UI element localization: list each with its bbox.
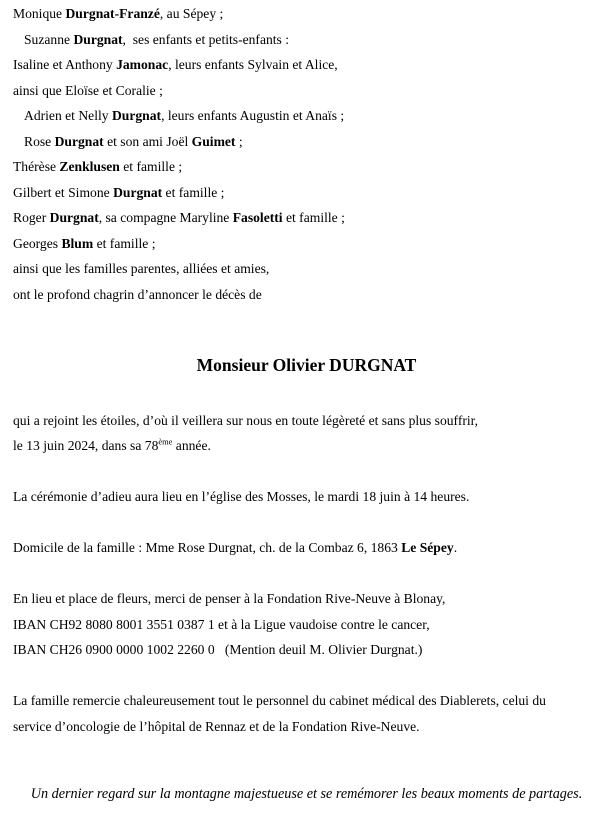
- body-text: ainsi que Eloïse et Coralie ;: [13, 82, 163, 98]
- bold-name-text: Durgnat-Franzé: [65, 6, 160, 21]
- document-line: [13, 1, 608, 27]
- body-text: IBAN CH92 8080 8001 3551 0387 1 et à la Ligue vaudoise contre le cancer,: [13, 616, 430, 632]
- superscript-text: ème: [158, 436, 173, 447]
- body-text: En lieu et place de fleurs, merci de penser à la Fondation Rive-Neuve à Blonay,: [13, 591, 446, 606]
- body-text: et son ami Joël: [103, 133, 192, 149]
- body-text: le 13 juin 2024, dans sa 78: [13, 438, 159, 453]
- document-line: [13, 282, 608, 308]
- document-line: [13, 205, 608, 231]
- body-text: Domicile de la famille : Mme Rose Durgnat, ch. de la Combaz 6, 1863: [13, 540, 402, 555]
- body-text: Adrien et Nelly: [24, 108, 112, 123]
- body-text: Suzanne: [24, 31, 74, 47]
- document-line: [13, 78, 608, 104]
- body-text: ainsi que les familles parentes, alliées et amies,: [13, 261, 270, 276]
- document-line: [13, 586, 608, 612]
- body-text: Georges: [13, 235, 62, 251]
- closing-quote: Un dernier regard sur la montagne majestueuse et se remémorer les beaux moments de partages.: [30, 786, 583, 802]
- document-line: [13, 714, 608, 740]
- body-text: Monique: [13, 6, 66, 21]
- document-line: [13, 433, 608, 459]
- domicile-paragraph: [13, 535, 608, 561]
- body-text: , au Sépey ;: [159, 6, 224, 21]
- body-text: et famille ;: [282, 210, 345, 225]
- bold-name-text: Durgnat: [54, 133, 104, 149]
- body-text: ont le profond chagrin d’annoncer le décès de: [13, 286, 262, 302]
- document-line: [13, 180, 608, 206]
- bold-name-text: Durgnat: [113, 184, 163, 200]
- document-line: [13, 688, 608, 714]
- ceremony-paragraph: [13, 484, 608, 510]
- bold-name-text: Guimet: [191, 133, 236, 149]
- family-announcement-lines: [13, 1, 608, 307]
- body-text: La cérémonie d’adieu aura lieu en l’église des Mosses, le mardi 18 juin à 14 heures.: [13, 489, 470, 504]
- body-text: Roger: [13, 210, 50, 225]
- body-text: et famille ;: [119, 159, 183, 174]
- document-line: [13, 484, 608, 510]
- document-line: [13, 637, 608, 663]
- body-text: .: [453, 540, 458, 555]
- document-line: [13, 535, 608, 561]
- body-text: Isaline et Anthony: [13, 57, 117, 72]
- bold-name-text: Blum: [61, 235, 94, 251]
- bold-name-text: Le Sépey: [401, 540, 454, 555]
- body-text: , leurs enfants Augustin et Anaïs ;: [161, 108, 345, 123]
- document-line: [13, 612, 608, 638]
- document-line: [13, 103, 608, 129]
- body-text: La famille remercie chaleureusement tout le personnel du cabinet médical des Diablerets, celui du: [13, 693, 546, 708]
- body-text: Rose: [24, 133, 55, 149]
- document-line: [13, 52, 608, 78]
- bold-name-text: Durgnat: [73, 31, 123, 47]
- document-line: [13, 129, 608, 155]
- document-line: [13, 27, 608, 53]
- body-text: , leurs enfants Sylvain et Alice,: [168, 57, 338, 72]
- body-text: et famille ;: [93, 235, 156, 251]
- document-line: [13, 154, 608, 180]
- bold-name-text: Durgnat: [49, 210, 99, 225]
- thanks-paragraph: [13, 688, 608, 739]
- body-text: Thérèse: [13, 159, 60, 174]
- document-line: [13, 408, 608, 434]
- body-text: service d’oncologie de l’hôpital de Rennaz et de la Fondation Rive-Neuve.: [13, 718, 420, 734]
- bold-name-text: Fasoletti: [232, 210, 283, 225]
- body-text: ;: [235, 133, 243, 149]
- body-text: , sa compagne Maryline: [98, 210, 233, 225]
- body-text: Gilbert et Simone: [13, 184, 114, 200]
- tribute-paragraph: [13, 408, 608, 459]
- body-text: année.: [172, 438, 211, 453]
- donations-paragraph: [13, 586, 608, 663]
- document-line: [13, 231, 608, 257]
- body-text: , ses enfants et petits-enfants :: [122, 31, 290, 47]
- body-text: IBAN CH26 0900 0000 1002 2260 0 (Mention deuil M. Olivier Durgnat.): [13, 642, 423, 657]
- body-text: et famille ;: [162, 184, 225, 200]
- bold-name-text: Durgnat: [111, 108, 162, 123]
- bold-name-text: Jamonac: [116, 57, 169, 72]
- deceased-name-title: Monsieur Olivier DURGNAT: [196, 355, 417, 375]
- bold-name-text: Zenklusen: [59, 159, 120, 174]
- body-text: qui a rejoint les étoiles, d’où il veillera sur nous en toute légèreté et sans plus souffrir,: [13, 412, 479, 428]
- document-line: [13, 256, 608, 282]
